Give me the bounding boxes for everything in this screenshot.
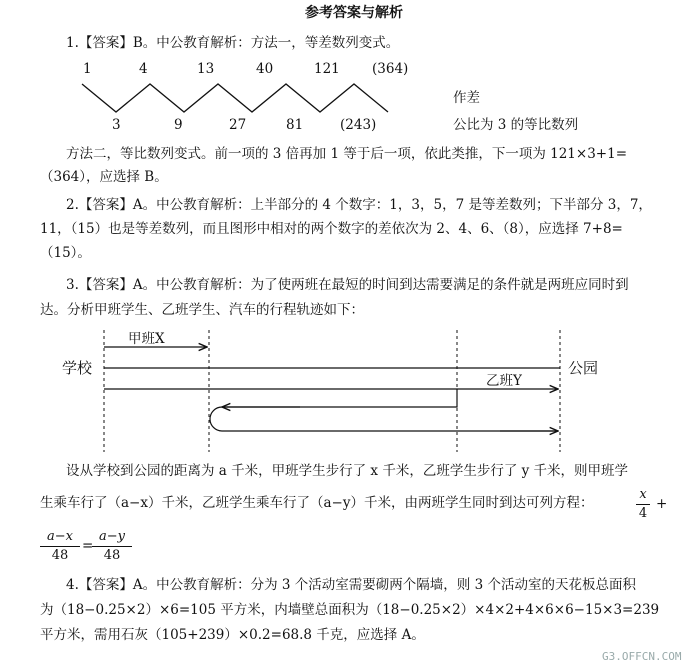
fraction-a-minus-x <box>40 529 80 564</box>
q2-line2: 11，（15）也是等差数列，而且图形中相对的两个数字的差依次为 2、4、6、（8），应选择 7+8= <box>40 221 623 237</box>
q3-line2: 达。分析甲班学生、乙班学生、汽车的行程轨迹如下： <box>40 302 364 318</box>
label-class-b: 乙班Y <box>486 373 522 389</box>
fraction-a-minus-y <box>92 529 132 564</box>
q1-top-1: 1 <box>83 61 92 77</box>
frac2-den: 48 <box>51 548 69 563</box>
q1-bottom-4: 81 <box>286 117 304 133</box>
q2-line1: 2.【答案】A。中公教育解析：上半部分的 4 个数字：1，3，5，7 是等差数列；下半部分 3，7， <box>66 197 652 213</box>
q1-line2: 方法二，等比数列变式。前一项的 3 倍再加 1 等于后一项，依此类推，下一项为 121×3+1= <box>66 146 628 162</box>
frac1-num: x <box>639 487 647 502</box>
frac3-den: 48 <box>103 548 121 563</box>
label-school: 学校 <box>62 359 93 377</box>
plus-sign: + <box>656 496 668 512</box>
q1-top-5: 121 <box>314 61 340 77</box>
q1-top-4: 40 <box>256 61 274 77</box>
q1-note-ratio: 公比为 3 的等比数列 <box>453 117 579 133</box>
q4-line1: 4.【答案】A。中公教育解析：分为 3 个活动室需要砌两个隔墙，则 3 个活动室的天花板总面积 <box>66 577 636 593</box>
q1-note-diff: 作差 <box>453 90 480 106</box>
bus-path <box>104 389 558 431</box>
fraction-x-over-4 <box>636 487 650 522</box>
q1-bottom-5: (243) <box>340 117 377 133</box>
page-title: 参考答案与解析 <box>305 5 403 21</box>
q1-top-3: 13 <box>197 61 215 77</box>
q4-line3: 平方米，需用石灰（105+239）×0.2=68.8 千克，应选择 A。 <box>40 627 425 643</box>
q1-top-2: 4 <box>139 61 148 77</box>
watermark: G3.OFFCN.COM <box>602 650 682 663</box>
q4-line2: 为（18−0.25×2）×6=105 平方米，内墙壁总面积为（18−0.25×2）×4×2+4×6×6−15×3=239 <box>40 602 660 618</box>
q1-line3: （364），应选择 B。 <box>40 169 168 185</box>
equals-sign: = <box>82 538 94 554</box>
q1-top-6: (364) <box>372 61 409 77</box>
q1-bottom-1: 3 <box>112 117 121 133</box>
label-park: 公园 <box>568 359 599 377</box>
frac3-num: a−y <box>99 529 125 544</box>
q1-line1: 1.【答案】B。中公教育解析：方法一，等差数列变式。 <box>66 35 400 51</box>
label-class-a: 甲班X <box>128 331 165 347</box>
q1-bottom-2: 9 <box>174 117 183 133</box>
q3-line3: 设从学校到公园的距离为 a 千米，甲班学生步行了 x 千米，乙班学生步行了 y 千米，则甲班学 <box>66 463 629 479</box>
q3-line1: 3.【答案】A。中公教育解析：为了使两班在最短的时间到达需要满足的条件就是两班应同时到 <box>66 277 629 293</box>
q1-bottom-3: 27 <box>229 117 247 133</box>
q3-line4: 生乘车行了（a−x）千米，乙班学生乘车行了（a−y）千米，由两班学生同时到达可列方程： <box>40 495 594 511</box>
q2-line3: （15）。 <box>40 245 91 261</box>
frac1-den: 4 <box>638 506 648 521</box>
frac2-num: a−x <box>47 529 73 544</box>
